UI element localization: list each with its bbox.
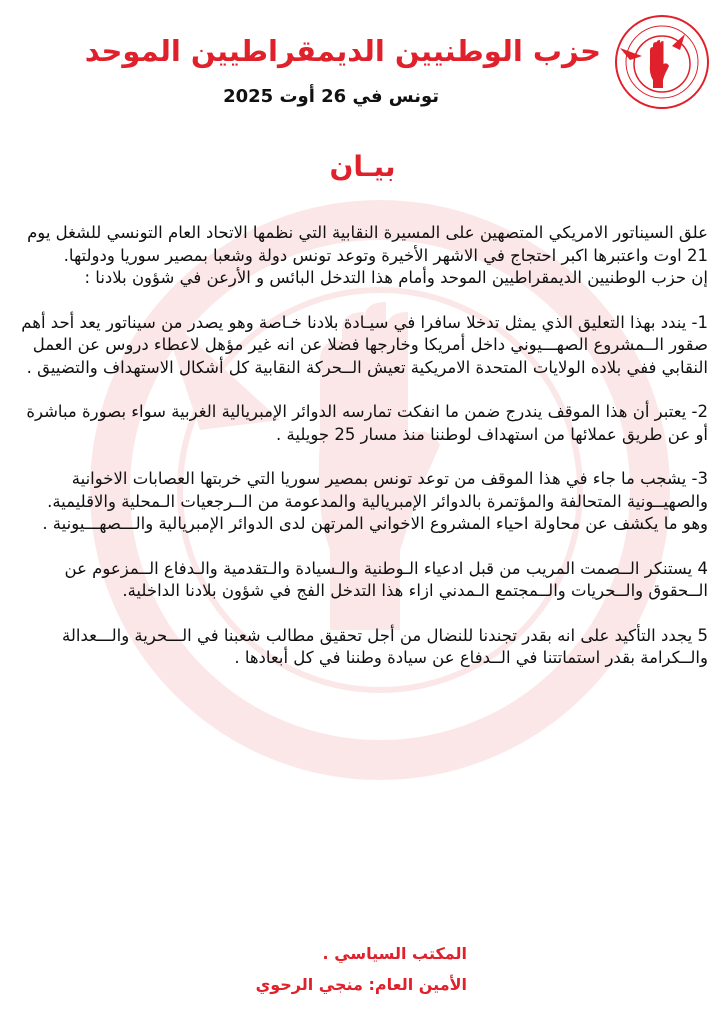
party-logo-icon (612, 12, 712, 112)
point-3: 3- يشجب ما جاء في هذا الموقف من توعد تونس بمصير سوريا التي خربتها العصابات الاخوانية والصهيــونية المتحالفة والمؤتمرة بالدوائر الإمبريالية والمدعومة من الــرجعيات الـمحلية والاقليمية. وهو ما يكشف عن محاولة احياء المشروع الاخواني المرتهن لدى الدوائر الإمبريالية والـــصهـــيونية . (42, 469, 708, 533)
signature-block (256, 938, 467, 1000)
statement-body (18, 222, 708, 692)
political-office-line: المكتب السياسي . (322, 944, 467, 963)
date-line: تونس في 26 أوت 2025 (223, 86, 439, 107)
stance-paragraph: إن حزب الوطنيين الديمقراطيين الموحد وأمام هذا التدخل البائس و الأرعن في شؤون بلادنا : (84, 268, 708, 287)
party-name-title: حزب الوطنيين الديمقراطيين الموحد (84, 34, 601, 68)
statement-heading: بيـان (329, 150, 396, 183)
point-1: 1- يندد بهذا التعليق الذي يمثل تدخلا سافرا في سيـادة بلادنا خـاصة وهو يصدر من سيناتور يعد أحد أهم صقور الــمشروع الصهـــيوني داخل أمريكا وخارجها فضلا عن انه غير مؤهل لاعطاء دروس عن العمل النقابي ففي بلاده الولايات المتحدة الامريكية تعيش الــحركة النقابية كل أشكال الاستهداف والتضييق . (21, 312, 708, 377)
point-5: 5 يجدد التأكيد على انه بقدر تجندنا للنضال من أجل تحقيق مطالب شعبنا في الـــحرية والـــعدالة والــكرامة بقدر استماتتنا في الــدفاع عن سيادة وطننا في كل أبعادها . (62, 625, 708, 667)
point-2: 2- يعتبر أن هذا الموقف يندرج ضمن ما انفكت تمارسه الدوائر الإمبريالية الغربية سواء بصورة مباشرة أو عن طريق عملائها من استهداف لوطننا منذ مسار 25 جويلية . (26, 402, 708, 444)
point-4: 4 يستنكر الــصمت المريب من قبل ادعياء الـوطنية والـسيادة والـتقدمية والـدفاع الــمزعوم عن الــحقوق والــحريات والــمجتمع الـمدني ازاء هذا التدخل الفج في شؤون بلادنا الداخلية. (64, 558, 708, 600)
secretary-general-line: الأمين العام: منجي الرحوي (255, 975, 467, 994)
intro-paragraph: علق السيناتور الامريكي المتصهين على المسيرة النقابية التي نظمها الاتحاد العام التونسي للشغل يوم 21 اوت واعتبرها اكبر احتجاج في الاشهر الأخيرة وتوعد تونس دولة وشعبا بمصير سوريا ودولتها. (27, 223, 708, 265)
